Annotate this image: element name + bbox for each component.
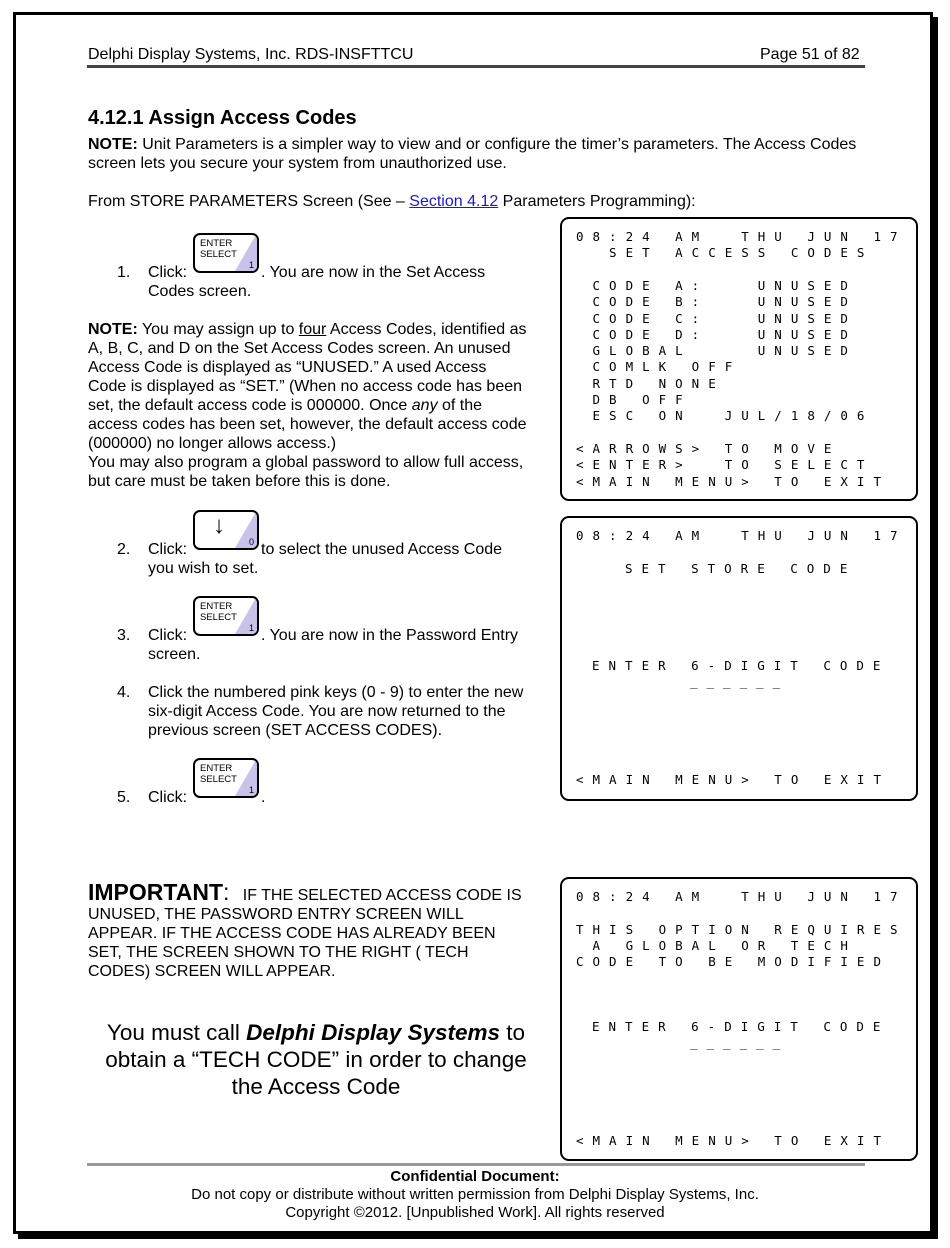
footer-rule [87,1163,865,1166]
screen-1-line: 08:24 AM THU JUN 17 [576,229,907,244]
screen-1-line: <ENTER> TO SELECT [576,457,874,473]
step-4-line3: previous screen (SET ACCESS CODES). [148,722,443,739]
screen-3-footer: <MAIN MENU> TO EXIT [576,1133,890,1148]
note2-line6: access codes has been set, however, the default access code [88,416,527,433]
screen-3-blanks: ______ [690,1035,790,1050]
enter-label-line2: SELECT [200,612,237,623]
step-2-click: Click: [148,541,188,558]
important-colon: : [223,879,230,905]
screen-2-enter: ENTER 6-DIGIT CODE [592,658,890,673]
screen-1-line: CODE C: UNUSED [576,310,857,326]
step-1-click: Click: [148,264,188,281]
screen-1-line: COMLK OFF [576,359,742,375]
enter-select-key[interactable] [193,758,259,798]
footer-title: Confidential Document: [390,1168,560,1185]
callout-pre: You must call [106,1020,247,1045]
footer-line2: Copyright ©2012. [Unpublished Work]. All rights reserved [285,1204,665,1221]
screen-1-line: CODE A: UNUSED [576,277,857,293]
screen-3-line3: CODE TO BE MODIFIED [576,954,890,969]
step-1-text-2: Codes screen. [148,283,252,300]
header-rule [87,65,865,68]
screen-1-line: RTD NONE [576,375,725,391]
down-key-number: 0 [248,537,254,547]
important-block [88,880,548,981]
step-1-text: . You are now in the Set Access [261,264,486,281]
note2-line7: (000000) no longer allows access.) [88,435,337,452]
down-arrow-key[interactable] [193,510,259,550]
from-line-text: From STORE PARAMETERS Screen (See – [88,193,410,210]
step-3-click: Click: [148,627,188,644]
callout-line2: obtain a “TECH CODE” in order to change [105,1047,527,1072]
section-4-12-link[interactable]: Section 4.12 [409,193,499,210]
screen-3-line2: A GLOBAL OR TECH [576,938,857,953]
screen-1-line: GLOBAL UNUSED [576,343,857,359]
callout-line3: the Access Code [231,1074,401,1099]
tech-code-screen [560,877,918,1161]
note-access-codes [88,320,548,491]
note2-italic: any [411,397,438,414]
enter-key-number: 1 [248,260,254,270]
header-doc-title: Delphi Display Systems, Inc. RDS-INSFTTCU [88,46,414,63]
footer-line1: Do not copy or distribute without written permission from Delphi Display Systems, Inc. [191,1186,759,1203]
enter-key-label [200,601,237,623]
step-2-text-2: you wish to set. [148,560,259,577]
enter-key-number: 1 [248,785,254,795]
note-label: NOTE: [88,136,138,153]
screen-1-line: <ARROWS> TO MOVE [576,440,841,456]
screen-1-line: <MAIN MENU> TO EXIT [576,473,890,489]
screen-3-title: 08:24 AM THU JUN 17 [576,889,907,904]
note-text: Unit Parameters is a simpler way to view and or configure the timer’s parameters. The Access Codes screen lets you secure your system from unauthorized use. [88,136,857,172]
set-access-codes-screen [560,217,918,501]
header-page-number: Page 51 of 82 [760,46,860,63]
screen-1-line: DB OFF [576,392,692,407]
enter-label-line2: SELECT [200,249,237,260]
note2-underline: four [298,321,327,338]
tech-code-callout [88,1019,544,1100]
screen-2-blanks: ______ [690,674,790,689]
important-label: IMPORTANT [88,879,224,905]
screen-3-line1: THIS OPTION REQUIRES [576,922,907,937]
important-line3: APPEAR. IF THE ACCESS CODE HAS ALREADY BEEN [88,925,496,942]
from-line [88,192,696,211]
step-4-line1: Click the numbered pink keys (0 - 9) to enter the new [148,684,524,701]
screen-1-line: ESC ON JUL/18/06 [576,408,874,424]
note2-line1b: Access Codes, identified as [326,321,527,338]
note2-line4: Code is displayed as “SET.” (When no access code has been [88,378,523,395]
note2-line5b: of the [437,397,483,414]
from-line-tail: Parameters Programming): [498,193,696,210]
enter-label-line1: ENTER [200,763,233,774]
step-2-text: to select the unused Access Code [261,541,503,558]
enter-select-key[interactable] [193,233,259,273]
enter-label-line2: SELECT [200,774,237,785]
screen-2-subtitle: SET STORE CODE [625,561,857,576]
callout-post: to [500,1020,526,1045]
step-3-text-2: screen. [148,646,201,663]
enter-select-key[interactable] [193,596,259,636]
enter-label-line1: ENTER [200,238,233,249]
note2-line5: set, the default access code is 000000. Once [88,397,412,414]
screen-1-line: CODE D: UNUSED [576,326,857,342]
note2-line8: You may also program a global password to allow full access, [88,454,524,471]
down-arrow-icon: ↓ [213,512,225,539]
step-5-period: . [261,789,266,806]
enter-key-label [200,238,237,260]
enter-key-label [200,763,237,785]
step-3-number: 3. [117,627,131,644]
set-store-code-screen [560,516,918,801]
note2-line1: You may assign up to [137,321,299,338]
step-4-number: 4. [117,684,131,701]
footer [0,1168,950,1222]
section-title: 4.12.1 Assign Access Codes [88,107,357,129]
step-5-number: 5. [117,789,131,806]
enter-label-line1: ENTER [200,601,233,612]
step-1-number: 1. [117,264,131,281]
step-5-click: Click: [148,789,188,806]
screen-3-enter: ENTER 6-DIGIT CODE [592,1019,890,1034]
note2-label: NOTE: [88,321,138,338]
note-unit-parameters [88,135,858,173]
important-line4: SET, THE SCREEN SHOWN TO THE RIGHT ( TECH [88,944,469,961]
note2-line2: A, B, C, and D on the Set Access Codes screen. An unused [88,340,511,357]
screen-1-line: CODE B: UNUSED [576,294,857,310]
important-line5: CODES) SCREEN WILL APPEAR. [88,963,336,980]
screen-2-footer: <MAIN MENU> TO EXIT [576,772,890,787]
note2-line3: Access Code is displayed as “UNUSED.” A used Access [88,359,487,376]
step-2-number: 2. [117,541,131,558]
step-3-text: . You are now in the Password Entry [261,627,519,644]
screen-1-line: SET ACCESS CODES [576,245,874,261]
important-line1: IF THE SELECTED ACCESS CODE IS [242,887,522,904]
callout-brand: Delphi Display Systems [246,1020,501,1045]
enter-key-number: 1 [248,623,254,633]
step-4-text [148,683,548,740]
note2-line9: but care must be taken before this is done. [88,473,391,490]
step-4-line2: six-digit Access Code. You are now returned to the [148,703,506,720]
screen-2-title: 08:24 AM THU JUN 17 [576,528,907,543]
important-line2: UNUSED, THE PASSWORD ENTRY SCREEN WILL [88,906,464,923]
